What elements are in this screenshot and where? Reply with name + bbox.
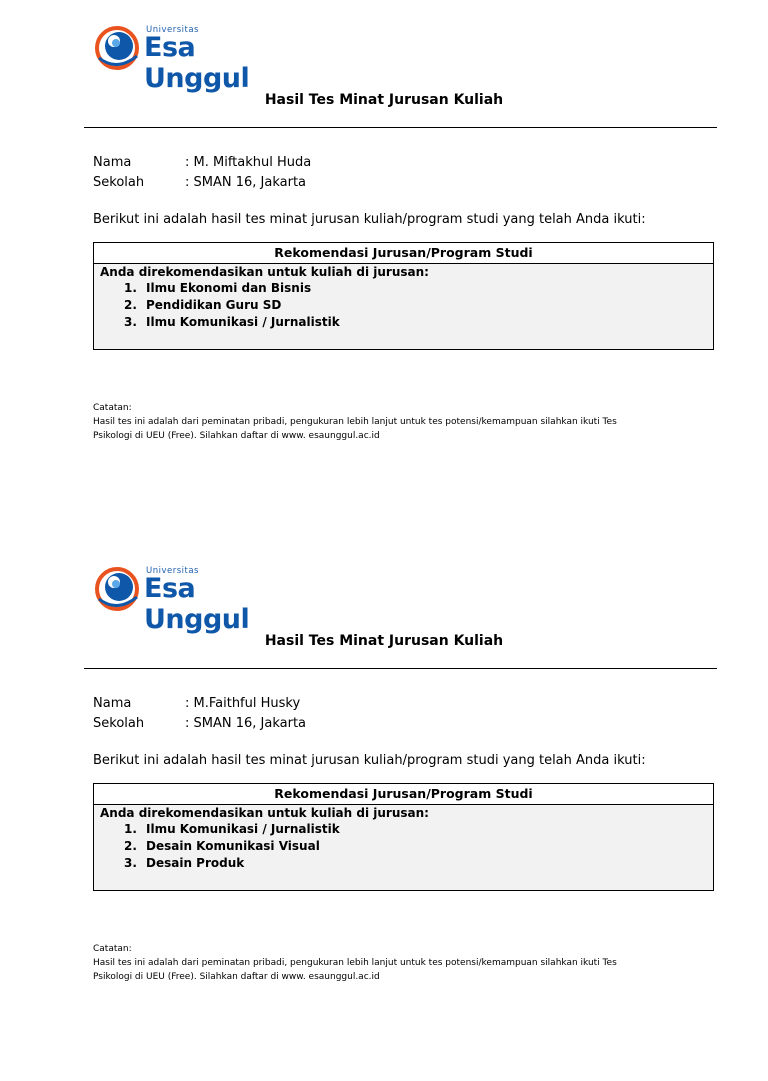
item-number: 1. [124, 281, 137, 295]
recommendation-item [124, 856, 244, 870]
recommendation-box [93, 783, 714, 891]
sekolah-value: : SMAN 16, Jakarta [185, 175, 307, 190]
report-section-1 [0, 0, 768, 540]
item-label: Ilmu Komunikasi / Jurnalistik [146, 315, 340, 329]
item-label: Ilmu Ekonomi dan Bisnis [146, 281, 312, 295]
logo-name: Esa Unggul [144, 573, 250, 635]
notes-line: Hasil tes ini adalah dari peminatan pribadi, pengukuran lebih lanjut untuk tes potensi/kemampuan silahkan ikuti Tes [93, 417, 617, 427]
item-label: Pendidikan Guru SD [146, 298, 282, 312]
notes [93, 401, 617, 443]
notes [93, 942, 617, 984]
notes-line: Psikologi di UEU (Free). Silahkan daftar di www. esaunggul.ac.id [93, 972, 380, 982]
recommendation-header: Rekomendasi Jurusan/Program Studi [94, 243, 713, 264]
notes-title: Catatan: [93, 944, 132, 954]
report-title: Hasil Tes Minat Jurusan Kuliah [264, 633, 504, 649]
item-label: Desain Komunikasi Visual [146, 839, 320, 853]
item-number: 3. [124, 856, 137, 870]
sekolah-label: Sekolah [93, 175, 145, 190]
logo-tagline: Universitas [146, 25, 199, 35]
notes-line: Hasil tes ini adalah dari peminatan pribadi, pengukuran lebih lanjut untuk tes potensi/kemampuan silahkan ikuti Tes [93, 958, 617, 968]
notes-title: Catatan: [93, 403, 132, 413]
nama-label: Nama [93, 696, 132, 711]
report-title: Hasil Tes Minat Jurusan Kuliah [264, 92, 504, 108]
recommendation-item [124, 822, 340, 836]
sekolah-value: : SMAN 16, Jakarta [185, 716, 307, 731]
sekolah-label: Sekolah [93, 716, 145, 731]
nama-label: Nama [93, 155, 132, 170]
esa-unggul-logo [93, 559, 283, 635]
title-divider [84, 668, 717, 669]
item-number: 1. [124, 822, 137, 836]
logo-name: Esa Unggul [144, 32, 250, 94]
recommendation-item [124, 298, 281, 312]
item-number: 2. [124, 298, 137, 312]
nama-value: : M. Miftakhul Huda [185, 155, 312, 170]
item-label: Desain Produk [146, 856, 245, 870]
nama-value: : M.Faithful Husky [185, 696, 301, 711]
recommendation-item [124, 839, 320, 853]
esa-unggul-logo [93, 18, 283, 94]
item-number: 3. [124, 315, 137, 329]
recommendation-intro: Anda direkomendasikan untuk kuliah di jurusan: [100, 265, 429, 279]
item-number: 2. [124, 839, 137, 853]
intro-text: Berikut ini adalah hasil tes minat jurusan kuliah/program studi yang telah Anda ikuti: [93, 753, 646, 768]
notes-line: Psikologi di UEU (Free). Silahkan daftar di www. esaunggul.ac.id [93, 431, 380, 441]
report-section-2 [0, 541, 768, 1081]
globe-icon [93, 18, 149, 74]
logo-tagline: Universitas [146, 566, 199, 576]
recommendation-item [124, 315, 340, 329]
item-label: Ilmu Komunikasi / Jurnalistik [146, 822, 340, 836]
recommendation-box [93, 242, 714, 350]
recommendation-intro: Anda direkomendasikan untuk kuliah di jurusan: [100, 806, 429, 820]
globe-icon [93, 559, 149, 615]
title-divider [84, 127, 717, 128]
recommendation-item [124, 281, 311, 295]
intro-text: Berikut ini adalah hasil tes minat jurusan kuliah/program studi yang telah Anda ikuti: [93, 212, 646, 227]
recommendation-header: Rekomendasi Jurusan/Program Studi [94, 784, 713, 805]
